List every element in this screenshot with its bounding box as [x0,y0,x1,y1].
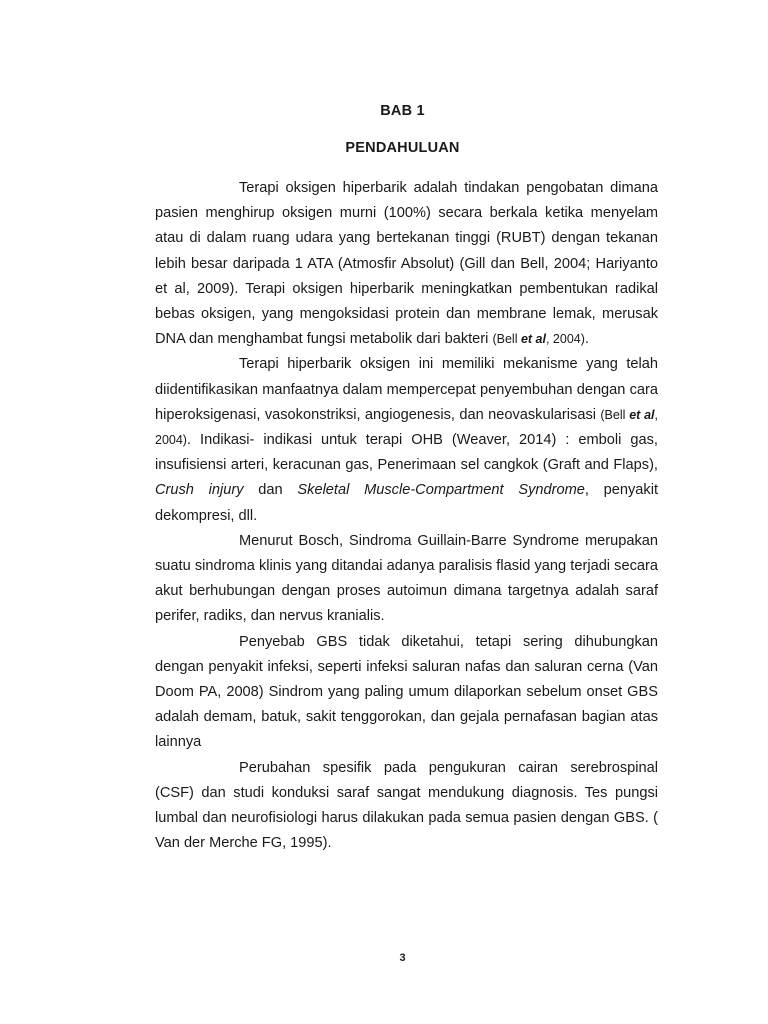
citation-author: (Bell [600,407,630,422]
paragraph-4: Penyebab GBS tidak diketahui, tetapi sering dihubungkan dengan penyakit infeksi, seperti infeksi saluran nafas dan saluran cerna (Van Doom PA, 2008) Sindrom yang paling umum dilaporkan sebelum onset GBS adalah demam, batuk, sakit tenggorokan, dan gejala pernafasan bagian atas lainnya [155,633,658,751]
citation-etal: et al [629,407,655,422]
citation-author: (Bell [492,332,521,347]
paragraph-1-text: Terapi oksigen hiperbarik adalah tindakan pengobatan dimana pasien menghirup oksigen murni (100%) secara berkala ketika menyelam atau di dalam ruang udara yang bertekanan tinggi (RUBT) dengan tekanan lebih besar daripada 1 ATA (Atmosfir Absolut) (Gill dan Bell, 2004; Hariyanto et al, 2009). Terapi oksigen hiperbarik meningkatkan pembentukan radikal bebas oksigen, yang mengoksidasi protein dan membrane lemak, merusak DNA dan menghambat fungsi metabolik dari bakteri [155,180,658,348]
citation-year: , 2004) [155,407,659,448]
paragraph-2-text-d: , penyakit dekompresi, dll. [155,482,659,524]
paragraph-2-text-c: dan [243,482,298,499]
paragraph-1 [155,176,658,352]
chapter-title: BAB 1 [380,103,425,119]
citation-etal: et al [520,332,546,347]
term-compartment-syndrome: Skeletal Muscle-Compartment Syndrome [297,482,585,499]
paragraph-2-text-a: Terapi hiperbarik oksigen ini memiliki mekanisme yang telah diidentifikasikan manfaatnya dalam mempercepat penyembuhan dengan cara hiperoksigenasi, vasokonstriksi, angiogenesis, dan neovaskularisasi [155,356,658,423]
paragraph-3: Menurut Bosch, Sindroma Guillain-Barre Syndrome merupakan suatu sindroma klinis yang ditandai adanya paralisis flasid yang terjadi secara akut berhubungan dengan proses autoimun dimana targetnya adalah saraf perifer, radiks, dan nervus kranialis. [155,532,658,625]
citation-bell-1 [492,332,584,346]
paragraph-2-text-b: . Indikasi- indikasi untuk terapi OHB (Weaver, 2014) : emboli gas, insufisiensi arteri, keracunan gas, Penerimaan sel cangkok (Graft and Flaps), [155,432,658,474]
section-heading: PENDAHULUAN [345,140,460,156]
page-number: 3 [399,952,406,964]
paragraph-1-end: . [584,331,589,348]
paragraph-5: Perubahan spesifik pada pengukuran cairan serebrospinal (CSF) dan studi konduksi saraf sangat mendukung diagnosis. Tes pungsi lumbal dan neurofisiologi harus dilakukan pada semua pasien dengan GBS. ( Van der Merche FG, 1995). [155,759,658,852]
paragraph-2 [155,352,658,528]
body-text [155,176,658,856]
citation-year: , 2004) [545,332,585,347]
term-crush-injury: Crush injury [155,482,244,499]
